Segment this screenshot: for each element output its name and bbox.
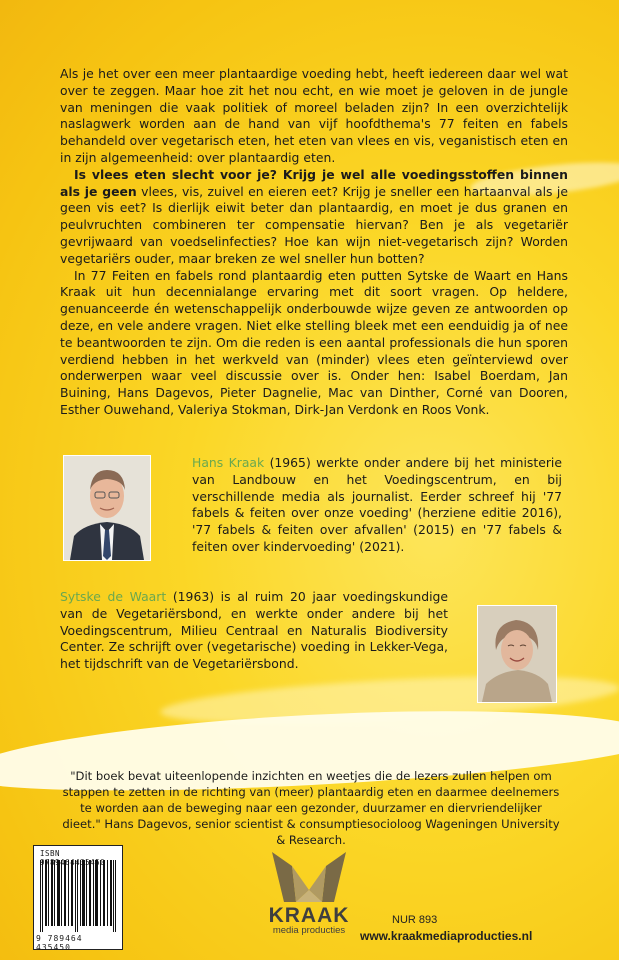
nur-code: NUR 893: [392, 914, 438, 926]
portrait-man-icon: [64, 456, 150, 560]
author-bio-text: (1963) is al ruim 20 jaar voedingskundige van de Vegetariërsbond, en werkte onder andere bij het Voedingscentrum, Milieu Centraal en Naturalis Biodiversity Center. Ze schrijft over (vegetarische) voeding in Lekker-Vega, het tijdschrift van de Vegetariërsbond.: [60, 589, 448, 672]
portrait-woman-icon: [478, 606, 556, 702]
blurb-questions: vlees, vis, zuivel en eieren eet? Krijg je sneller een hartaanval als je geen vis eet? Is dierlijk eiwit beter dan plantaardig, en moet je dus granen en peulvruchten combineren ter compensatie hiervan? Ben je als vegetariër gevrijwaard van voedselinfecties? Hoe kan wijn niet-vegetarisch zijn? Worden vegetariërs ouder, maar breken ze wel sneller hun botten?: [60, 183, 568, 266]
author-photo-hans-kraak: [63, 455, 151, 561]
isbn-barcode: [33, 845, 123, 950]
publisher-logo-name: KRAAK: [268, 904, 350, 927]
blurb-paragraph-2: [60, 167, 568, 268]
publisher-website: www.kraakmediaproducties.nl: [360, 929, 533, 943]
isbn-digits: 9 789464 435450: [36, 934, 83, 952]
author-photo-sytske-de-waart: [477, 605, 557, 703]
blurb-paragraph-3: In 77 Feiten en fabels rond plantaardig eten putten Sytske de Waart en Hans Kraak uit hun decennialange ervaring met dit soort vragen. Op heldere, genuanceerde én wetenschappelijk onderbouwde wijze geven ze antwoorden op deze, en vele andere vragen. Niet elke stelling bleek met een eenduidig ja of nee te beantwoorden te zijn. Om die reden is een aantal professionals die hun sporen verdiend hebben in het werkveld van (minder) vlees eten geïnterviewd over onderwerpen waar veel discussie over is. Onder hen: Isabel Boerdam, Jan Buining, Hans Dagevos, Pieter Dagnelie, Mac van Dinther, Corné van Dooren, Esther Ouwehand, Valeriya Stokman, Dirk-Jan Verdonk en Roos Vonk.: [60, 267, 568, 417]
publisher-logo-subtitle: media producties: [272, 925, 346, 936]
blurb-question-bold: Is vlees eten slecht voor je? Krijg je wel alle voedingsstoffen binnen als je geen: [60, 166, 568, 199]
isbn-label: ISBN: [40, 849, 61, 858]
blurb: [60, 66, 568, 419]
author-name: Hans Kraak: [192, 455, 265, 470]
author-bio-text: (1965) werkte onder andere bij het ministerie van Landbouw en het Voedingscentrum, en bij verschillende media als journalist. Eerder schreef hij '77 fabels & feiten over onze voeding' (herziene editie 2016), '77 fabels & feiten over afvallen' (2015) en '77 fabels & feiten over kindervoeding' (2021).: [192, 455, 562, 554]
author-name: Sytske de Waart: [60, 589, 167, 604]
barcode-icon: [40, 860, 116, 932]
endorsement-quote: "Dit boek bevat uiteenlopende inzichten en weetjes die de lezers zullen helpen om stappen te zetten in de richting van (meer) plantaardig eten en daarmee deelnemers te worden aan de beweging naar een gezonder, duurzamer en diervriendelijker dieet." Hans Dagevos, senior scientist & consumptiesocioloog Wageningen University & Research.: [62, 769, 560, 847]
blurb-paragraph-1: Als je het over een meer plantaardige voeding hebt, heeft iedereen daar wel wat over te zeggen. Maar hoe zit het nou echt, en wie moet je geloven in de jungle van meningen die vaak politiek of moreel beladen zijn? In een overzichtelijk naslagwerk worden aan de hand van vijf hoofdthema's 77 feiten en fabels behandeld over vegetarisch eten, het eten van vlees en vis, veganistisch eten en in zijn algemeenheid: over plantaardig eten.: [60, 66, 568, 165]
author-bio-sytske-de-waart: [60, 589, 448, 673]
author-bio-hans-kraak: [192, 455, 562, 556]
